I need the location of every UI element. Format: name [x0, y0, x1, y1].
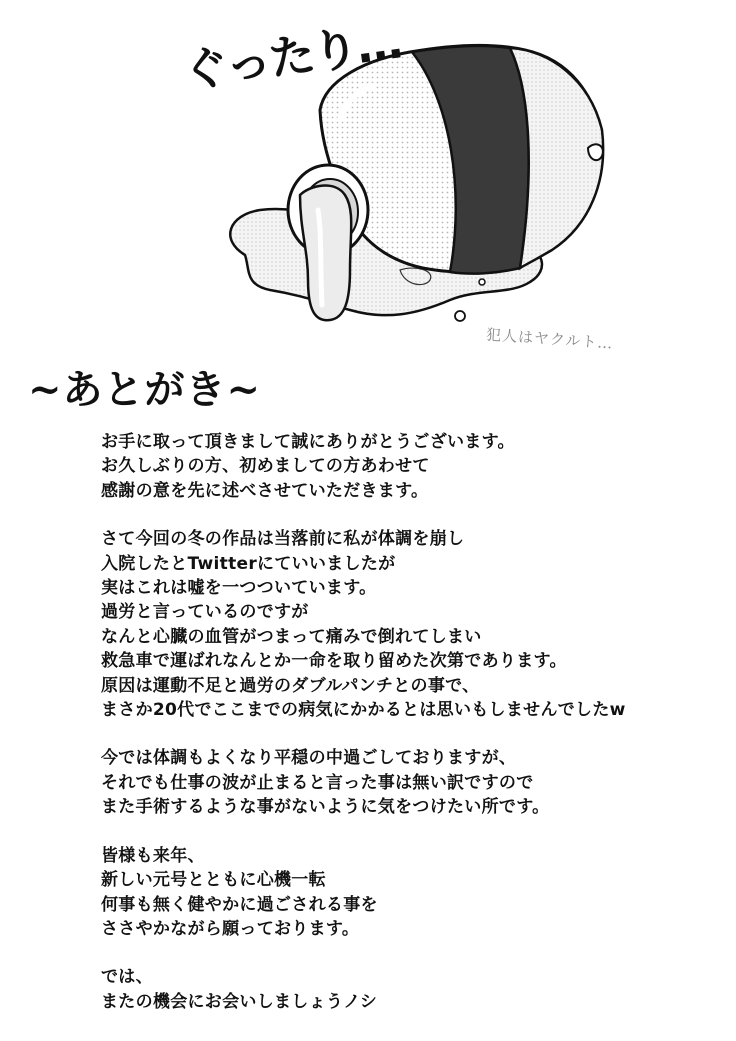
text-line: なんと心臓の血管がつまって痛みで倒れてしまい	[101, 626, 482, 647]
text-line: 救急車で運ばれなんとか一命を取り留めた次第であります。	[101, 651, 567, 672]
text-line: 皆様も来年、	[101, 845, 205, 866]
text-line: 今では体調もよくなり平穏の中過ごしておりますが、	[101, 748, 517, 769]
text-line: まさか20代でここまでの病気にかかるとは思いもしませんでしたw	[101, 700, 626, 721]
text-line: 感謝の意を先に述べさせていただきます。	[101, 480, 429, 501]
paragraph-thanks	[101, 430, 731, 503]
text-line: ささやかながら願っております。	[101, 918, 360, 939]
paragraph-wishes	[101, 844, 731, 942]
text-line: お手に取って頂きまして誠にありがとうございます。	[101, 432, 515, 452]
handwritten-note: 犯人はヤクルト…	[485, 325, 615, 353]
text-line: またの機会にお会いしましょうノシ	[101, 991, 378, 1012]
text-line: さて今回の冬の作品は当落前に私が体調を崩し	[101, 529, 465, 550]
pouring-stream	[300, 186, 351, 321]
text-line: 入院したとTwitterにていいましたが	[101, 553, 396, 574]
text-line: お久しぶりの方、初めましての方あわせて	[101, 456, 430, 477]
paragraph-hospital	[101, 527, 731, 722]
text-line: では、	[101, 967, 153, 988]
afterword-heading: ~あとがき~	[28, 366, 262, 413]
text-line: 実はこれは嘘を一つついています。	[101, 578, 377, 599]
afterword-body	[101, 430, 731, 1038]
text-line: 過労と言っているのですが	[101, 602, 309, 623]
text-line: 原因は運動不足と過労のダブルパンチとの事で、	[101, 675, 480, 696]
text-line: 何事も無く健やかに過ごされる事を	[101, 894, 378, 915]
text-line: 新しい元号とともに心機一転	[101, 870, 326, 891]
sound-effect-text: ぐったり…	[179, 14, 404, 99]
text-line: それでも仕事の波が止まると言った事は無い訳ですので	[101, 772, 534, 793]
text-line: また手術するような事がないように気をつけたい所です。	[101, 797, 550, 818]
paragraph-farewell	[101, 965, 731, 1014]
paragraph-recovery	[101, 746, 731, 819]
